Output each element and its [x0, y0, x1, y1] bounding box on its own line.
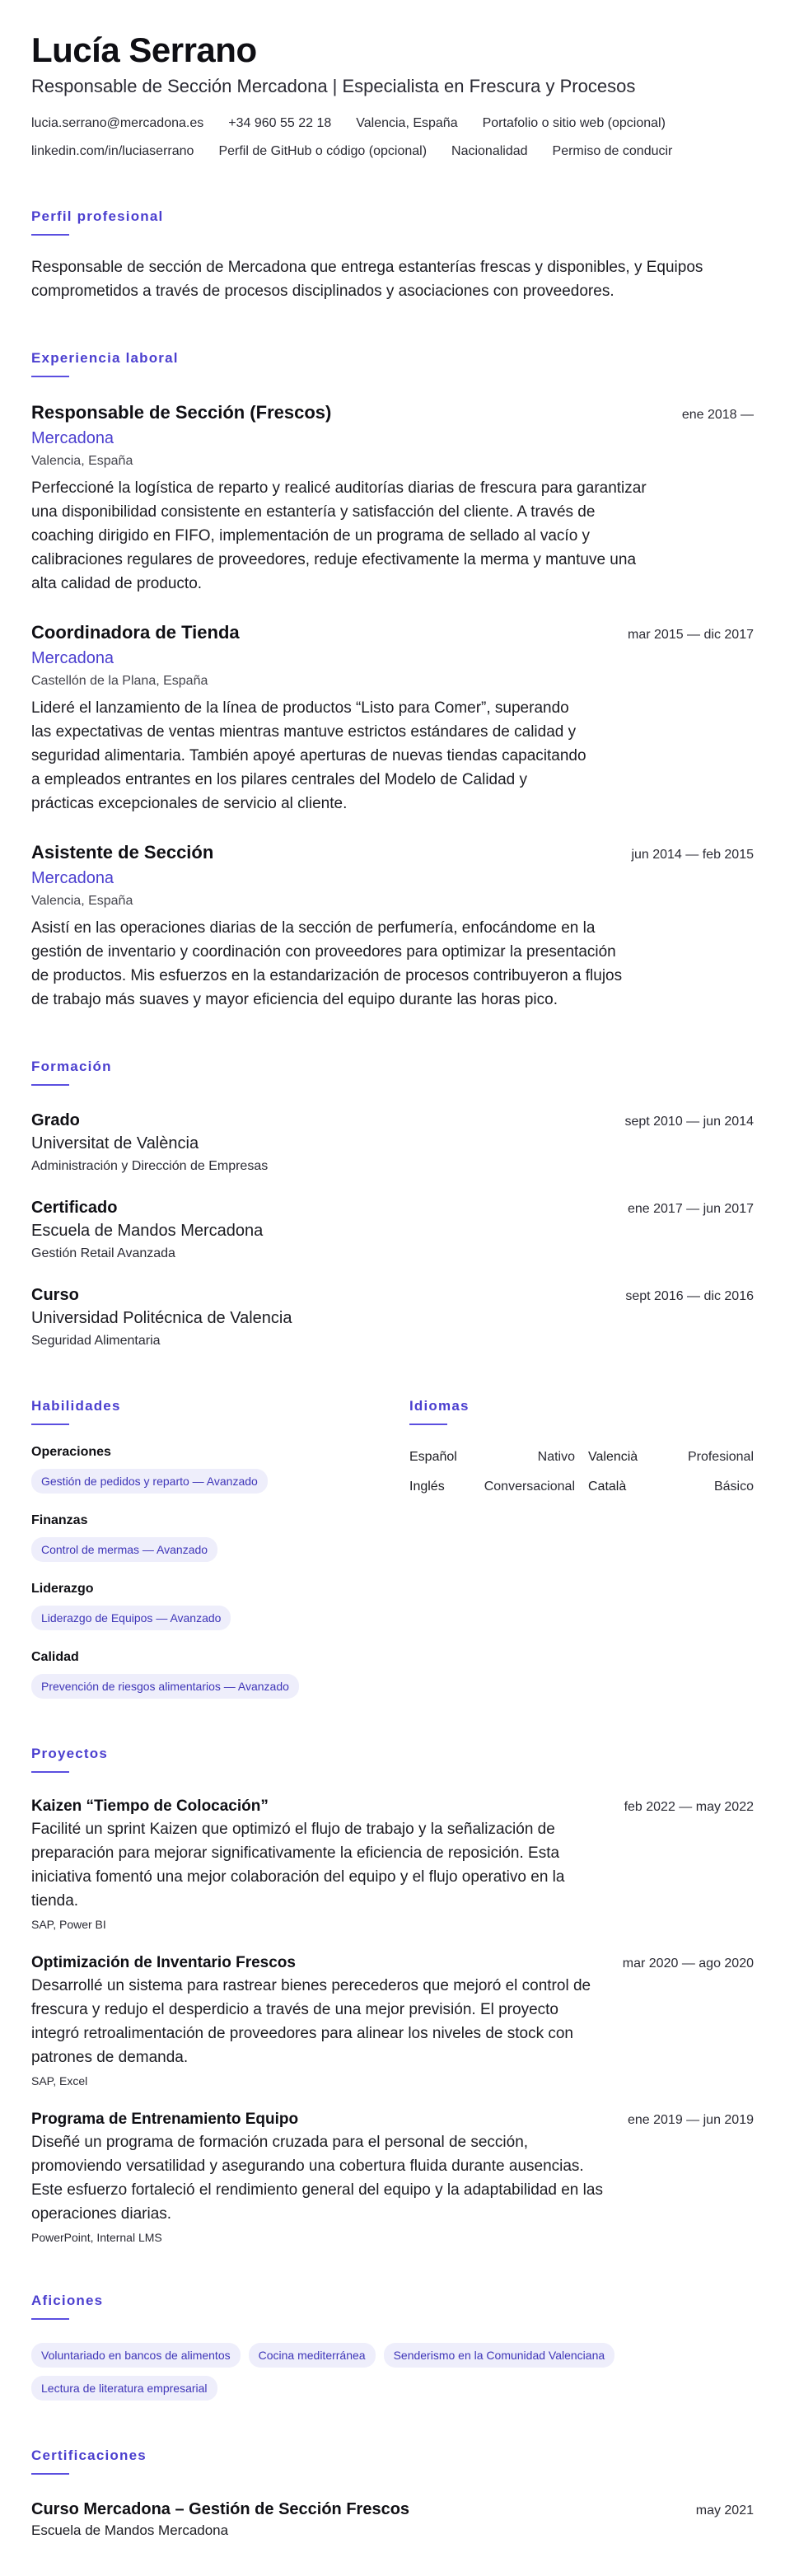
- job-entry: [31, 840, 754, 1012]
- hobbies-section: [31, 2292, 754, 2401]
- education-field: Seguridad Alimentaria: [31, 1334, 161, 1348]
- language-list: [409, 1448, 754, 1496]
- job-title: Asistente de Sección: [31, 842, 214, 863]
- contact-website[interactable]: Portafolio o sitio web (opcional): [482, 116, 666, 130]
- education-field: Gestión Retail Avanzada: [31, 1246, 175, 1260]
- education-school: Universidad Politécnica de Valencia: [31, 1309, 292, 1327]
- language-level: Profesional: [687, 1450, 754, 1464]
- hobby-list: [31, 2335, 754, 2401]
- education-school: Escuela de Mandos Mercadona: [31, 1222, 264, 1240]
- job-list: [31, 400, 754, 1012]
- section-title: Certificaciones: [31, 2447, 147, 2463]
- project-title: Optimización de Inventario Frescos: [31, 1954, 296, 1971]
- job-location: Castellón de la Plana, España: [31, 674, 208, 688]
- section-divider: [31, 1084, 69, 1086]
- project-description: Diseñé un programa de formación cruzada para el personal de sección, promoviendo versatilidad y asegurando una cobertura fluida durante ausencias. Este esfuerzo fortaleció el rendimiento general del equipo y la adaptabilidad en las operaciones diarias.: [31, 2134, 603, 2223]
- language-level: Básico: [713, 1480, 754, 1494]
- job-location: Valencia, España: [31, 454, 133, 468]
- language-name: Català: [588, 1480, 627, 1494]
- certification-title: Curso Mercadona – Gestión de Sección Frescos: [31, 2500, 410, 2518]
- job-description: Lideré el lanzamiento de la línea de productos “Listo para Comer”, superando las expectativas de ventas mientras mantuve estrictos estándares de calidad y seguridad alimentaria. También apoyé aperturas de nuevas tiendas capacitando a empleados entrantes en los pilares centrales del Modelo de Calidad y prácticas excepcionales de servicio al cliente.: [31, 699, 586, 812]
- section-divider: [31, 1771, 69, 1773]
- section-divider: [409, 1424, 447, 1425]
- project-description: Desarrollé un sistema para rastrear bienes perecederos que mejoró el control de frescura y redujo el desperdicio a través de una mejor previsión. El proyecto integró retroalimentación de proveedores para alinear los niveles de stock con patrones de demanda.: [31, 1977, 591, 2066]
- contact-list: [31, 114, 754, 161]
- education-list: [31, 1109, 754, 1351]
- project-title: Kaizen “Tiempo de Colocación”: [31, 1798, 269, 1815]
- project-entry: [31, 2109, 754, 2246]
- job-entry: [31, 400, 754, 596]
- project-list: [31, 1796, 754, 2246]
- summary-section: [31, 208, 754, 303]
- language-name: Inglés: [409, 1480, 445, 1494]
- job-title: Responsable de Sección (Frescos): [31, 402, 332, 423]
- section-divider: [31, 376, 69, 377]
- project-dates: ene 2019 — jun 2019: [627, 2113, 754, 2127]
- skill-group: [31, 1648, 377, 1699]
- section-title: Proyectos: [31, 1746, 109, 1761]
- certification-date: may 2021: [695, 2504, 754, 2518]
- job-title: Coordinadora de Tienda: [31, 622, 240, 643]
- skill-chip: Prevención de riesgos alimentarios — Avanzado: [31, 1674, 299, 1699]
- project-title: Programa de Entrenamiento Equipo: [31, 2111, 299, 2128]
- job-description: Asistí en las operaciones diarias de la sección de perfumería, enfocándome en la gestión de inventario y coordinación con proveedores para optimizar la presentación de productos. Mis esfuerzos en la estandarización de procesos contribuyeron a flujos de trabajo más suaves y mayor eficiencia del equipo durante las horas pico.: [31, 919, 623, 1008]
- certification-issuer: Escuela de Mandos Mercadona: [31, 2522, 229, 2538]
- job-dates: mar 2015 — dic 2017: [628, 628, 754, 642]
- contact-github[interactable]: Perfil de GitHub o código (opcional): [218, 144, 428, 158]
- skill-chip: Liderazgo de Equipos — Avanzado: [31, 1606, 231, 1630]
- section-divider: [31, 2473, 69, 2475]
- language-level: Conversacional: [484, 1480, 575, 1494]
- contact-location: Valencia, España: [356, 116, 458, 130]
- section-divider: [31, 2318, 69, 2320]
- experience-section: [31, 349, 754, 1012]
- certification-entry: [31, 2498, 754, 2541]
- project-entry: [31, 1952, 754, 2089]
- education-dates: ene 2017 — jun 2017: [627, 1202, 754, 1216]
- project-tech: PowerPoint, Internal LMS: [31, 2231, 162, 2244]
- job-location: Valencia, España: [31, 894, 133, 908]
- skill-group: [31, 1512, 377, 1562]
- hobby-chip: Cocina mediterránea: [249, 2343, 376, 2368]
- contact-email[interactable]: lucia.serrano@mercadona.es: [31, 116, 204, 130]
- section-title: Experiencia laboral: [31, 350, 179, 366]
- section-title: Formación: [31, 1059, 112, 1074]
- summary-text: Responsable de sección de Mercadona que entrega estanterías frescas y disponibles, y Equipos comprometidos a través de procesos disciplinados y asociaciones con proveedores.: [31, 259, 703, 300]
- languages-section: [409, 1397, 754, 1699]
- contact-driving-license: Permiso de conducir: [552, 144, 673, 158]
- language-item: [409, 1478, 575, 1496]
- education-section: [31, 1058, 754, 1351]
- skill-category: Operaciones: [31, 1445, 111, 1459]
- project-tech: SAP, Power BI: [31, 1918, 106, 1931]
- project-dates: feb 2022 — may 2022: [624, 1800, 754, 1814]
- skill-category: Liderazgo: [31, 1582, 94, 1596]
- language-item: [409, 1448, 575, 1466]
- section-title: Perfil profesional: [31, 208, 164, 224]
- language-item: [588, 1448, 754, 1466]
- education-degree: Grado: [31, 1111, 80, 1129]
- section-divider: [31, 1424, 69, 1425]
- language-name: Valencià: [588, 1450, 638, 1464]
- skills-languages-row: [31, 1397, 754, 1699]
- skill-chip: Control de mermas — Avanzado: [31, 1537, 217, 1562]
- education-dates: sept 2016 — dic 2016: [625, 1289, 754, 1303]
- skill-chip: Gestión de pedidos y reparto — Avanzado: [31, 1469, 268, 1494]
- contact-nationality: Nacionalidad: [451, 144, 528, 158]
- education-degree: Certificado: [31, 1199, 118, 1217]
- candidate-headline: Responsable de Sección Mercadona | Especialista en Frescura y Procesos: [31, 76, 636, 96]
- skill-group: [31, 1580, 377, 1630]
- language-name: Español: [409, 1450, 457, 1464]
- education-entry: [31, 1109, 754, 1176]
- section-divider: [31, 234, 69, 236]
- language-item: [588, 1478, 754, 1496]
- education-school: Universitat de València: [31, 1134, 199, 1152]
- job-company: Mercadona: [31, 649, 114, 667]
- certification-list: [31, 2498, 754, 2541]
- skill-group: [31, 1443, 377, 1494]
- job-entry: [31, 620, 754, 816]
- language-level: Nativo: [537, 1450, 575, 1464]
- project-dates: mar 2020 — ago 2020: [622, 1957, 754, 1971]
- hobby-chip: Senderismo en la Comunidad Valenciana: [384, 2343, 615, 2368]
- certifications-section: [31, 2447, 754, 2541]
- education-entry: [31, 1196, 754, 1264]
- project-entry: [31, 1796, 754, 1933]
- job-company: Mercadona: [31, 429, 114, 447]
- projects-section: [31, 1745, 754, 2246]
- project-tech: SAP, Excel: [31, 2074, 88, 2087]
- contact-phone[interactable]: +34 960 55 22 18: [228, 116, 332, 130]
- resume-header: [31, 30, 754, 161]
- hobby-chip: Voluntariado en bancos de alimentos: [31, 2343, 241, 2368]
- job-dates: ene 2018 —: [681, 408, 754, 422]
- skills-section: [31, 1397, 377, 1699]
- contact-linkedin[interactable]: linkedin.com/in/luciaserrano: [31, 144, 194, 158]
- section-title: Aficiones: [31, 2293, 104, 2308]
- education-degree: Curso: [31, 1286, 79, 1304]
- skill-category: Calidad: [31, 1650, 79, 1664]
- job-description: Perfeccioné la logística de reparto y realicé auditorías diarias de frescura para garantizar una disponibilidad consistente en estantería y satisfacción del cliente. A través de coaching dirigido en FIFO, implementación de un programa de sellado al vacío y calibraciones regulares de proveedores, reduje efectivamente la merma y mantuve una alta calidad de producto.: [31, 479, 647, 592]
- education-field: Administración y Dirección de Empresas: [31, 1159, 269, 1173]
- education-dates: sept 2010 — jun 2014: [624, 1115, 754, 1129]
- education-entry: [31, 1283, 754, 1351]
- skill-category: Finanzas: [31, 1513, 88, 1527]
- project-description: Facilité un sprint Kaizen que optimizó el flujo de trabajo y la señalización de preparación para mejorar significativamente la eficiencia de reposición. Esta iniciativa fomentó una mejor colaboración del equipo y el flujo operativo en la tienda.: [31, 1821, 565, 1910]
- candidate-name: Lucía Serrano: [31, 30, 257, 69]
- job-company: Mercadona: [31, 869, 114, 887]
- job-dates: jun 2014 — feb 2015: [631, 848, 754, 862]
- section-title: Habilidades: [31, 1398, 121, 1414]
- hobby-chip: Lectura de literatura empresarial: [31, 2376, 217, 2401]
- section-title: Idiomas: [409, 1398, 470, 1414]
